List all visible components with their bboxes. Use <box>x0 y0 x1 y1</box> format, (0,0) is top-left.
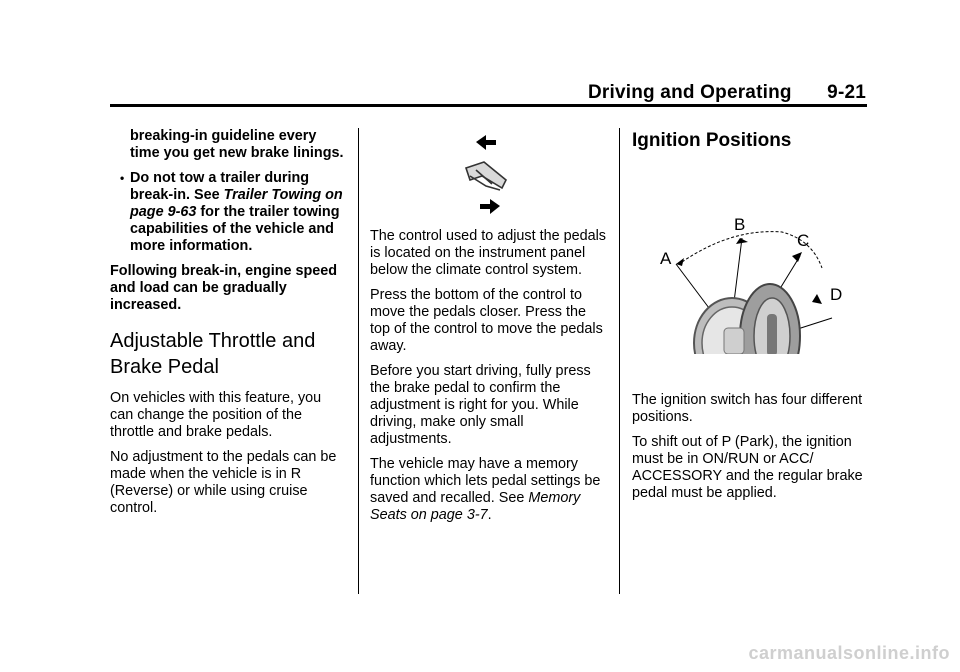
paragraph-text: The vehicle may have a memory function which lets pedal settings be saved and recalled. See <box>370 456 601 506</box>
header-rule <box>110 104 867 107</box>
trailer-towing-link[interactable]: Trailer Towing on page 9-63 <box>130 187 343 220</box>
column-1 <box>110 128 346 525</box>
paragraph: The control used to adjust the pedals is located on the instrument panel below the climate control system. <box>370 228 606 278</box>
paragraph: To shift out of P (Park), the ignition must be in ON/RUN or ACC/ ACCESSORY and the regular brake pedal must be applied. <box>632 434 863 501</box>
page-number: 9-21 <box>827 82 866 103</box>
position-label-a: A <box>660 249 672 268</box>
watermark: carmanualsonline.info <box>748 643 950 663</box>
section-heading-pedal: Adjustable Throttle and Brake Pedal <box>110 330 316 378</box>
section-title: Driving and Operating <box>587 82 792 103</box>
memory-seats-link[interactable]: Memory Seats on page 3-7 <box>370 490 581 523</box>
breakin-paragraph: Following break-in, engine speed and load can be gradually increased. <box>110 263 338 313</box>
bullet-dot: • <box>120 171 125 185</box>
paragraph: No adjustment to the pedals can be made when the vehicle is in R (Reverse) or while using cruise control. <box>110 449 337 516</box>
column-divider-1 <box>358 128 359 594</box>
position-label-b: B <box>734 215 746 234</box>
pedal-control-illustration <box>456 128 520 220</box>
column-divider-2 <box>619 128 620 594</box>
arrow-left-icon <box>476 135 496 150</box>
column-3 <box>632 128 868 510</box>
bullet-text-after: for the trailer towing capabilities of the vehicle and more information. <box>130 204 340 254</box>
paragraph: The ignition switch has four different positions. <box>632 392 863 425</box>
position-label-c: C <box>797 231 810 250</box>
paragraph-text-after: . <box>487 507 492 523</box>
ignition-diagram <box>632 168 852 354</box>
bullet-item <box>110 170 346 255</box>
arrow-right-icon <box>480 199 500 214</box>
pedal-control-icon <box>456 128 520 220</box>
position-label-d: D <box>830 285 843 304</box>
key-cylinder <box>694 284 800 354</box>
section-heading-ignition: Ignition Positions <box>632 130 792 151</box>
bullet-text: Do not tow a trailer during break-in. See <box>130 170 310 203</box>
column-2 <box>370 128 608 532</box>
page-header <box>588 82 866 104</box>
continued-text: breaking-in guideline every time you get new brake linings. <box>130 128 344 161</box>
paragraph: Press the bottom of the control to move the pedals closer. Press the top of the control to move the pedals away. <box>370 287 603 354</box>
paragraph: On vehicles with this feature, you can change the position of the throttle and brake pedals. <box>110 390 322 440</box>
pedal-icon <box>466 162 506 190</box>
paragraph-memory <box>370 456 608 524</box>
paragraph: Before you start driving, fully press the brake pedal to confirm the adjustment is right for you. While driving, make only small adjustments. <box>370 363 591 447</box>
